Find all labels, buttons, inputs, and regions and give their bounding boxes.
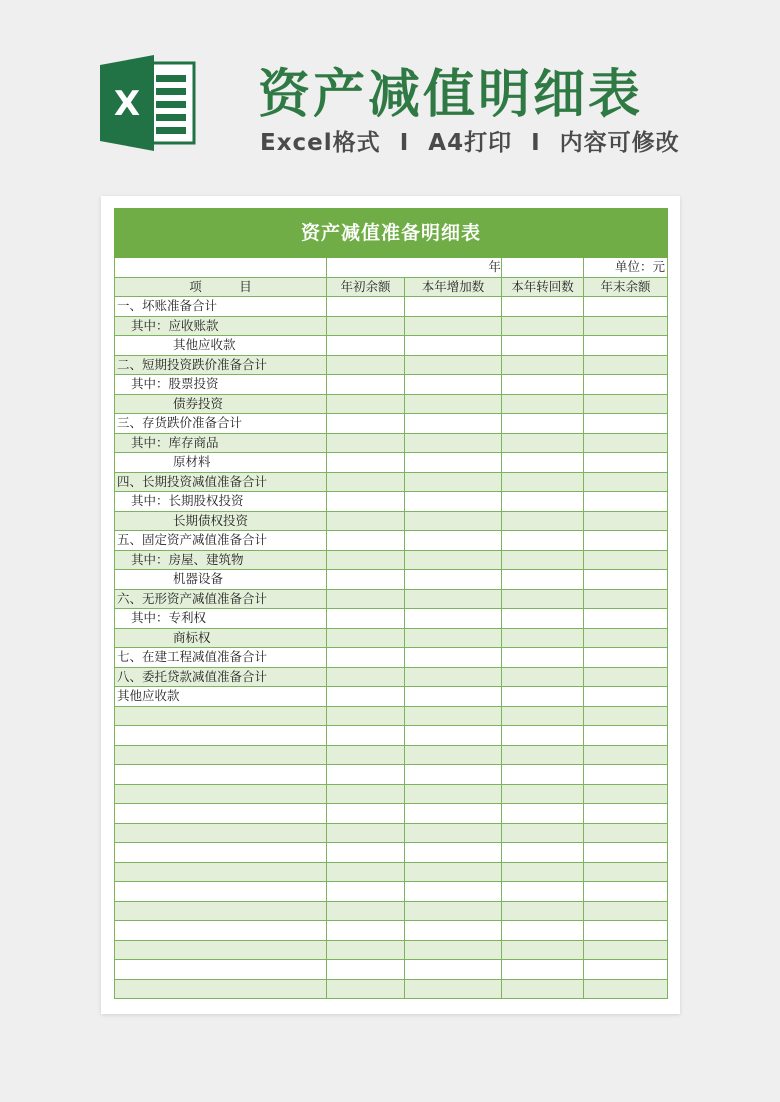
value-cell[interactable] [584, 297, 668, 317]
table-row [115, 726, 668, 746]
value-cell[interactable] [405, 882, 502, 902]
value-cell[interactable] [502, 492, 584, 512]
subtitle-separator: I [399, 130, 410, 156]
value-cell[interactable] [584, 609, 668, 629]
value-cell[interactable] [405, 531, 502, 551]
table-row [115, 453, 668, 473]
value-cell[interactable] [584, 882, 668, 902]
value-cell[interactable] [584, 687, 668, 707]
value-cell[interactable] [584, 414, 668, 434]
value-cell[interactable] [327, 960, 405, 980]
value-cell[interactable] [327, 921, 405, 941]
table-row [115, 648, 668, 668]
value-cell[interactable] [327, 297, 405, 317]
table-row [115, 882, 668, 902]
value-cell[interactable] [327, 901, 405, 921]
value-cell[interactable] [502, 589, 584, 609]
value-cell[interactable] [405, 511, 502, 531]
value-cell[interactable] [502, 726, 584, 746]
table-row [115, 940, 668, 960]
value-cell[interactable] [584, 843, 668, 863]
page-subtitle [260, 124, 680, 157]
table-title[interactable]: 资产减值准备明细表 [115, 209, 668, 258]
value-cell[interactable] [584, 726, 668, 746]
year-label[interactable]: 年 [327, 258, 502, 278]
value-cell[interactable] [502, 433, 584, 453]
row-label-cell[interactable] [115, 921, 327, 941]
value-cell[interactable] [584, 667, 668, 687]
row-label-cell[interactable]: 其中：股票投资 [115, 375, 327, 395]
value-cell[interactable] [502, 453, 584, 473]
value-cell[interactable] [584, 472, 668, 492]
value-cell[interactable] [502, 843, 584, 863]
row-label-cell[interactable] [115, 784, 327, 804]
value-cell[interactable] [405, 589, 502, 609]
table-row [115, 687, 668, 707]
value-cell[interactable] [327, 667, 405, 687]
table-row [115, 667, 668, 687]
table-row [115, 901, 668, 921]
value-cell[interactable] [405, 472, 502, 492]
value-cell[interactable] [405, 745, 502, 765]
value-cell[interactable] [502, 706, 584, 726]
value-cell[interactable] [584, 589, 668, 609]
value-cell[interactable] [502, 745, 584, 765]
value-cell[interactable] [327, 414, 405, 434]
value-cell[interactable] [502, 784, 584, 804]
table-row [115, 960, 668, 980]
value-cell[interactable] [502, 297, 584, 317]
value-cell[interactable] [327, 784, 405, 804]
table-title-row [115, 209, 668, 258]
row-label-cell[interactable] [115, 979, 327, 999]
value-cell[interactable] [502, 609, 584, 629]
value-cell[interactable] [584, 375, 668, 395]
value-cell[interactable] [584, 355, 668, 375]
row-label-cell[interactable] [115, 940, 327, 960]
value-cell[interactable] [327, 979, 405, 999]
value-cell[interactable] [327, 472, 405, 492]
value-cell[interactable] [502, 979, 584, 999]
excel-icon [100, 55, 198, 151]
value-cell[interactable] [327, 589, 405, 609]
column-header-item[interactable]: 项 目 [115, 277, 327, 297]
table-row [115, 706, 668, 726]
value-cell[interactable] [502, 940, 584, 960]
value-cell[interactable] [327, 687, 405, 707]
row-label-cell[interactable] [115, 960, 327, 980]
value-cell[interactable] [584, 316, 668, 336]
table-row [115, 804, 668, 824]
value-cell[interactable] [584, 453, 668, 473]
value-cell[interactable] [405, 960, 502, 980]
table-row [115, 823, 668, 843]
value-cell[interactable] [584, 531, 668, 551]
table-row [115, 921, 668, 941]
row-label-cell[interactable]: 其中：库存商品 [115, 433, 327, 453]
subtitle-print: A4打印 [428, 130, 513, 156]
value-cell[interactable] [405, 901, 502, 921]
cell[interactable] [115, 258, 327, 278]
unit-label[interactable]: 单位：元 [584, 258, 668, 278]
value-cell[interactable] [584, 511, 668, 531]
value-cell[interactable] [584, 394, 668, 414]
value-cell[interactable] [502, 531, 584, 551]
value-cell[interactable] [327, 628, 405, 648]
value-cell[interactable] [327, 453, 405, 473]
value-cell[interactable] [502, 336, 584, 356]
row-label-cell[interactable]: 二、短期投资跌价准备合计 [115, 355, 327, 375]
value-cell[interactable] [327, 648, 405, 668]
value-cell[interactable] [502, 394, 584, 414]
value-cell[interactable] [405, 375, 502, 395]
value-cell[interactable] [584, 570, 668, 590]
value-cell[interactable] [327, 355, 405, 375]
row-label-cell[interactable] [115, 726, 327, 746]
row-label-cell[interactable] [115, 804, 327, 824]
value-cell[interactable] [584, 765, 668, 785]
table-row [115, 609, 668, 629]
table-row [115, 511, 668, 531]
row-label-cell[interactable] [115, 706, 327, 726]
value-cell[interactable] [584, 550, 668, 570]
table-row [115, 355, 668, 375]
value-cell[interactable] [327, 531, 405, 551]
unit-row [115, 258, 668, 278]
column-header-opening[interactable]: 年初余额 [327, 277, 405, 297]
row-label-cell[interactable]: 六、无形资产减值准备合计 [115, 589, 327, 609]
row-label-cell[interactable]: 其他应收款 [115, 336, 327, 356]
row-label-cell[interactable] [115, 843, 327, 863]
value-cell[interactable] [405, 433, 502, 453]
column-header-reversal[interactable]: 本年转回数 [502, 277, 584, 297]
value-cell[interactable] [502, 628, 584, 648]
value-cell[interactable] [327, 823, 405, 843]
value-cell[interactable] [502, 667, 584, 687]
table-row [115, 414, 668, 434]
table-row [115, 628, 668, 648]
table-row [115, 336, 668, 356]
value-cell[interactable] [502, 316, 584, 336]
row-label-cell[interactable]: 原材料 [115, 453, 327, 473]
row-label-cell[interactable]: 四、长期投资减值准备合计 [115, 472, 327, 492]
value-cell[interactable] [405, 804, 502, 824]
value-cell[interactable] [502, 765, 584, 785]
value-cell[interactable] [502, 687, 584, 707]
value-cell[interactable] [327, 492, 405, 512]
value-cell[interactable] [584, 921, 668, 941]
table-row [115, 472, 668, 492]
column-header-closing[interactable]: 年末余额 [584, 277, 668, 297]
value-cell[interactable] [502, 375, 584, 395]
value-cell[interactable] [327, 375, 405, 395]
value-cell[interactable] [502, 550, 584, 570]
row-label-cell[interactable] [115, 745, 327, 765]
value-cell[interactable] [502, 901, 584, 921]
value-cell[interactable] [405, 706, 502, 726]
value-cell[interactable] [327, 550, 405, 570]
value-cell[interactable] [405, 453, 502, 473]
row-label-cell[interactable] [115, 882, 327, 902]
row-label-cell[interactable] [115, 823, 327, 843]
value-cell[interactable] [327, 862, 405, 882]
value-cell[interactable] [327, 609, 405, 629]
value-cell[interactable] [584, 745, 668, 765]
value-cell[interactable] [502, 804, 584, 824]
column-header-increase[interactable]: 本年增加数 [405, 277, 502, 297]
subtitle-format: Excel格式 [260, 130, 381, 156]
value-cell[interactable] [327, 804, 405, 824]
value-cell[interactable] [405, 687, 502, 707]
table-row [115, 979, 668, 999]
column-header-row [115, 277, 668, 297]
value-cell[interactable] [405, 921, 502, 941]
table-row [115, 862, 668, 882]
value-cell[interactable] [405, 726, 502, 746]
value-cell[interactable] [584, 901, 668, 921]
value-cell[interactable] [584, 784, 668, 804]
value-cell[interactable] [405, 979, 502, 999]
value-cell[interactable] [502, 355, 584, 375]
value-cell[interactable] [405, 667, 502, 687]
row-label-cell[interactable]: 其他应收款 [115, 687, 327, 707]
value-cell[interactable] [327, 511, 405, 531]
table-row [115, 316, 668, 336]
asset-impairment-table [114, 208, 668, 999]
table-row [115, 492, 668, 512]
value-cell[interactable] [584, 979, 668, 999]
value-cell[interactable] [502, 570, 584, 590]
spreadsheet-sheet [101, 196, 680, 1014]
value-cell[interactable] [327, 940, 405, 960]
value-cell[interactable] [405, 843, 502, 863]
value-cell[interactable] [502, 472, 584, 492]
value-cell[interactable] [405, 394, 502, 414]
row-label-cell[interactable]: 其中：专利权 [115, 609, 327, 629]
value-cell[interactable] [405, 550, 502, 570]
value-cell[interactable] [584, 706, 668, 726]
table-row [115, 531, 668, 551]
row-label-cell[interactable]: 八、委托贷款减值准备合计 [115, 667, 327, 687]
value-cell[interactable] [327, 433, 405, 453]
value-cell[interactable] [327, 394, 405, 414]
value-cell[interactable] [327, 765, 405, 785]
value-cell[interactable] [327, 316, 405, 336]
row-label-cell[interactable]: 其中：房屋、建筑物 [115, 550, 327, 570]
value-cell[interactable] [327, 745, 405, 765]
value-cell[interactable] [405, 297, 502, 317]
value-cell[interactable] [502, 823, 584, 843]
value-cell[interactable] [502, 862, 584, 882]
page-header [0, 0, 780, 190]
value-cell[interactable] [405, 355, 502, 375]
row-label-cell[interactable]: 债券投资 [115, 394, 327, 414]
subtitle-editable: 内容可修改 [559, 130, 680, 156]
row-label-cell[interactable] [115, 901, 327, 921]
row-label-cell[interactable]: 三、存货跌价准备合计 [115, 414, 327, 434]
value-cell[interactable] [405, 492, 502, 512]
value-cell[interactable] [584, 628, 668, 648]
value-cell[interactable] [584, 862, 668, 882]
table-row [115, 745, 668, 765]
value-cell[interactable] [502, 648, 584, 668]
value-cell[interactable] [405, 336, 502, 356]
value-cell[interactable] [405, 862, 502, 882]
row-label-cell[interactable] [115, 862, 327, 882]
subtitle-separator: I [531, 130, 541, 156]
value-cell[interactable] [502, 921, 584, 941]
value-cell[interactable] [584, 960, 668, 980]
value-cell[interactable] [502, 511, 584, 531]
row-label-cell[interactable] [115, 765, 327, 785]
row-label-cell[interactable]: 一、坏账准备合计 [115, 297, 327, 317]
value-cell[interactable] [584, 336, 668, 356]
value-cell[interactable] [327, 843, 405, 863]
value-cell[interactable] [584, 823, 668, 843]
value-cell[interactable] [584, 648, 668, 668]
cell[interactable] [502, 258, 584, 278]
value-cell[interactable] [405, 648, 502, 668]
value-cell[interactable] [584, 433, 668, 453]
value-cell[interactable] [405, 940, 502, 960]
value-cell[interactable] [405, 316, 502, 336]
table-row [115, 570, 668, 590]
row-label-cell[interactable]: 七、在建工程减值准备合计 [115, 648, 327, 668]
value-cell[interactable] [405, 414, 502, 434]
value-cell[interactable] [327, 706, 405, 726]
page-title: 资产减值明细表 [258, 65, 644, 125]
row-label-cell[interactable]: 长期债权投资 [115, 511, 327, 531]
value-cell[interactable] [584, 804, 668, 824]
row-label-cell[interactable]: 商标权 [115, 628, 327, 648]
table-row [115, 433, 668, 453]
row-label-cell[interactable]: 机器设备 [115, 570, 327, 590]
row-label-cell[interactable]: 其中：应收账款 [115, 316, 327, 336]
value-cell[interactable] [405, 570, 502, 590]
value-cell[interactable] [327, 882, 405, 902]
row-label-cell[interactable]: 其中：长期股权投资 [115, 492, 327, 512]
value-cell[interactable] [405, 784, 502, 804]
value-cell[interactable] [327, 336, 405, 356]
excel-letter: X [113, 84, 141, 124]
value-cell[interactable] [405, 628, 502, 648]
table-row [115, 297, 668, 317]
table-row [115, 765, 668, 785]
value-cell[interactable] [405, 765, 502, 785]
value-cell[interactable] [405, 823, 502, 843]
table-row [115, 843, 668, 863]
value-cell[interactable] [502, 960, 584, 980]
value-cell[interactable] [502, 882, 584, 902]
value-cell[interactable] [327, 726, 405, 746]
row-label-cell[interactable]: 五、固定资产减值准备合计 [115, 531, 327, 551]
table-row [115, 394, 668, 414]
table-row [115, 589, 668, 609]
table-row [115, 375, 668, 395]
value-cell[interactable] [584, 492, 668, 512]
value-cell[interactable] [584, 940, 668, 960]
value-cell[interactable] [502, 414, 584, 434]
value-cell[interactable] [327, 570, 405, 590]
table-row [115, 550, 668, 570]
table-row [115, 784, 668, 804]
value-cell[interactable] [405, 609, 502, 629]
